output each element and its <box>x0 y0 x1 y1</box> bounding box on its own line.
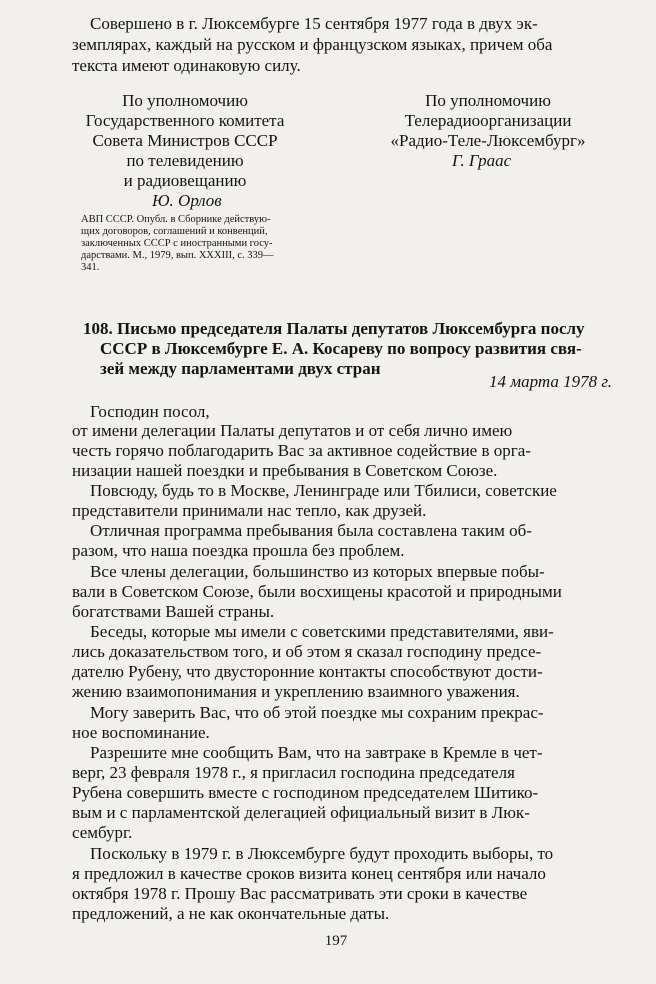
body-line: вым и с парламентской делегацией официальный визит в Люк- <box>72 803 530 822</box>
body-line: Беседы, которые мы имели с советскими представителями, яви- <box>90 622 554 641</box>
signatory-right-name: Г. Граас <box>452 151 512 170</box>
source-note-line: щих договоров, соглашений и конвенций, <box>81 226 268 237</box>
body-line: вали в Советском Союзе, были восхищены красотой и природными <box>72 582 562 601</box>
signatory-right-line: «Радио-Теле-Люксембург» <box>390 131 586 150</box>
body-line: богатствами Вашей страны. <box>72 602 275 621</box>
body-line: Рубена совершить вместе с господином председателем Шитико- <box>72 783 539 802</box>
signatory-left-line: и радиовещанию <box>123 171 247 190</box>
document-heading-line: зей между парламентами двух стран <box>100 359 381 378</box>
signatory-left-line: по телевидению <box>126 151 244 170</box>
document-date: 14 марта 1978 г. <box>488 372 612 391</box>
body-line: предложений, а не как окончательные даты. <box>72 904 390 923</box>
body-line: Поскольку в 1979 г. в Люксембурге будут проходить выборы, то <box>90 844 554 863</box>
body-line: ное воспоминание. <box>72 723 210 742</box>
source-note-line: 341. <box>81 262 100 273</box>
document-heading-line: 108. Письмо председателя Палаты депутатов Люксембурга послу <box>83 319 585 338</box>
source-note-line: АВП СССР. Опубл. в Сборнике действую- <box>81 214 271 225</box>
intro-line: земплярах, каждый на русском и французском языках, причем оба <box>72 35 553 54</box>
body-line: жению взаимопонимания и укреплению взаимного уважения. <box>72 682 520 701</box>
body-line: я предложил в качестве сроков визита конец сентября или начало <box>72 864 546 883</box>
signatory-left-name: Ю. Орлов <box>152 191 222 210</box>
body-line: от имени делегации Палаты депутатов и от себя лично имею <box>72 421 513 440</box>
intro-line: Совершено в г. Люксембурге 15 сентября 1977 года в двух эк- <box>90 14 538 33</box>
body-line: Могу заверить Вас, что об этой поездке мы сохраним прекрас- <box>90 703 544 722</box>
body-line: низации нашей поездки и пребывания в Советском Союзе. <box>72 461 498 480</box>
body-line: верг, 23 февраля 1978 г., я пригласил господина председателя <box>72 763 515 782</box>
page-number: 197 <box>324 933 348 949</box>
body-line: Отличная программа пребывания была составлена таким об- <box>90 521 532 540</box>
signatory-right-line: По уполномочию <box>425 91 551 110</box>
source-note-line: заключенных СССР с иностранными госу- <box>81 238 273 249</box>
body-line: Повсюду, будь то в Москве, Ленинграде или Тбилиси, советские <box>90 481 557 500</box>
signatory-left-line: По уполномочию <box>122 91 248 110</box>
signatory-left-line: Государственного комитета <box>85 111 285 130</box>
body-line: представители принимали нас тепло, как друзей. <box>72 501 427 520</box>
signatory-left-line: Совета Министров СССР <box>92 131 278 150</box>
body-line: сембург. <box>72 823 133 842</box>
source-note-line: дарствами. М., 1979, вып. XXXIII, с. 339— <box>81 250 274 261</box>
body-line: разом, что наша поездка прошла без проблем. <box>72 541 405 560</box>
signatory-right-line: Телерадиоорганизации <box>404 111 572 130</box>
body-line: честь горячо поблагодарить Вас за активное содействие в орга- <box>72 441 531 460</box>
body-line: лись доказательством того, и об этом я сказал господину предсе- <box>72 642 542 661</box>
body-line: октября 1978 г. Прошу Вас рассматривать эти сроки в качестве <box>72 884 528 903</box>
body-line: Разрешите мне сообщить Вам, что на завтраке в Кремле в чет- <box>90 743 543 762</box>
intro-line: текста имеют одинаковую силу. <box>72 56 301 75</box>
body-line: дателю Рубену, что двусторонние контакты способствуют дости- <box>72 662 543 681</box>
salutation: Господин посол, <box>90 402 210 421</box>
document-heading-line: СССР в Люксембурге Е. А. Косареву по вопросу развития свя- <box>100 339 582 358</box>
body-line: Все члены делегации, большинство из которых впервые побы- <box>90 562 545 581</box>
